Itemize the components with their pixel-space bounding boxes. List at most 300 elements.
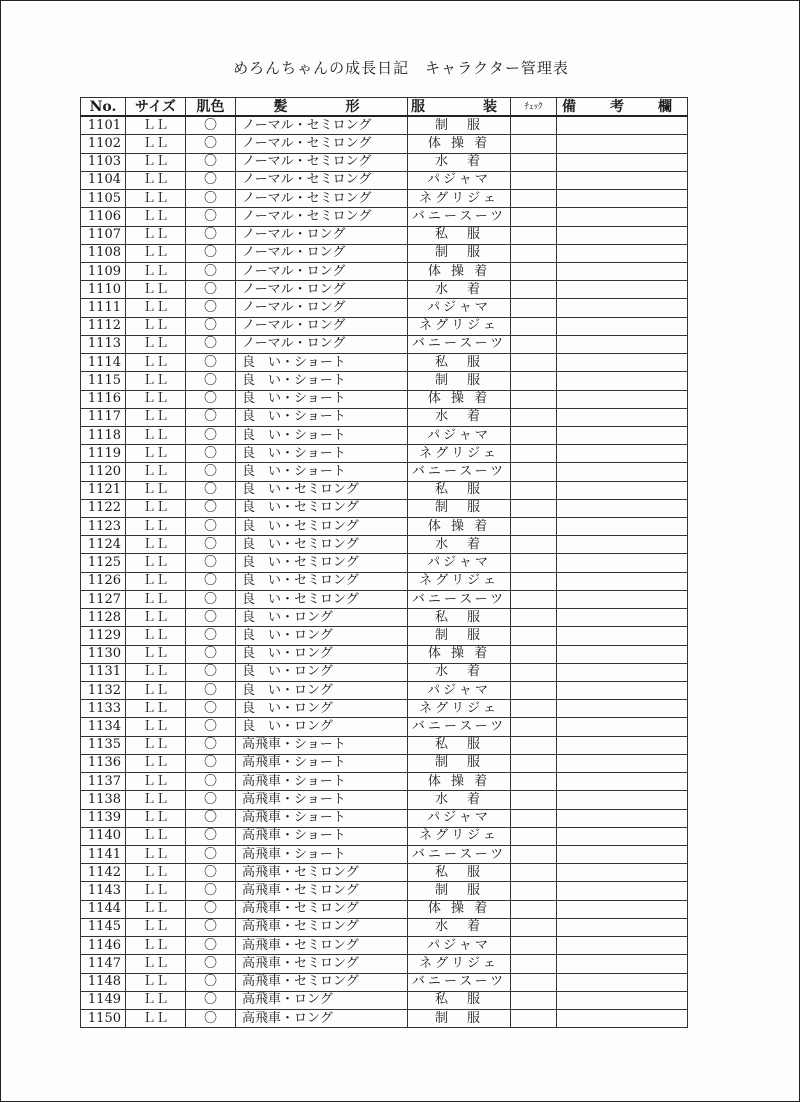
table-row — [81, 281, 688, 299]
table-row — [81, 171, 688, 189]
cell-hair: 高飛車・セミロング — [236, 973, 408, 991]
cell-skin: 〇 — [186, 900, 236, 918]
table-row — [81, 1009, 688, 1027]
cell-check — [511, 736, 557, 754]
cell-outfit: 制 服 — [408, 116, 511, 135]
cell-outfit: 体 操 着 — [408, 773, 511, 791]
cell-check — [511, 445, 557, 463]
table-row — [81, 354, 688, 372]
cell-notes — [557, 262, 688, 280]
column-header-outfit: 服 装 — [408, 98, 511, 117]
cell-outfit: 制 服 — [408, 499, 511, 517]
cell-hair: 高飛車・ショート — [236, 754, 408, 772]
cell-notes — [557, 281, 688, 299]
table-row — [81, 463, 688, 481]
cell-notes — [557, 845, 688, 863]
cell-notes — [557, 663, 688, 681]
cell-check — [511, 190, 557, 208]
cell-skin: 〇 — [186, 827, 236, 845]
column-header-size: サイズ — [126, 98, 186, 117]
cell-size: ＬＬ — [126, 408, 186, 426]
cell-size: ＬＬ — [126, 627, 186, 645]
cell-hair: 良 い・セミロング — [236, 499, 408, 517]
column-header-check: ﾁｪｯｸ — [511, 98, 557, 117]
cell-check — [511, 153, 557, 171]
cell-check — [511, 663, 557, 681]
column-header-skin: 肌色 — [186, 98, 236, 117]
cell-no: 1140 — [81, 827, 126, 845]
cell-outfit: 水 着 — [408, 663, 511, 681]
cell-outfit: 水 着 — [408, 536, 511, 554]
cell-size: ＬＬ — [126, 827, 186, 845]
cell-size: ＬＬ — [126, 226, 186, 244]
cell-no: 1142 — [81, 864, 126, 882]
cell-outfit: パジャマ — [408, 682, 511, 700]
cell-hair: ノーマル・ロング — [236, 317, 408, 335]
cell-hair: ノーマル・ロング — [236, 281, 408, 299]
cell-check — [511, 809, 557, 827]
cell-check — [511, 1009, 557, 1027]
table-row — [81, 153, 688, 171]
cell-check — [511, 754, 557, 772]
cell-hair: 良 い・ショート — [236, 354, 408, 372]
cell-notes — [557, 682, 688, 700]
cell-size: ＬＬ — [126, 1009, 186, 1027]
cell-outfit: バニースーツ — [408, 845, 511, 863]
cell-outfit: 体 操 着 — [408, 518, 511, 536]
cell-hair: 高飛車・セミロング — [236, 864, 408, 882]
table-row — [81, 554, 688, 572]
cell-skin: 〇 — [186, 991, 236, 1009]
cell-skin: 〇 — [186, 663, 236, 681]
cell-notes — [557, 736, 688, 754]
cell-skin: 〇 — [186, 590, 236, 608]
cell-skin: 〇 — [186, 973, 236, 991]
cell-size: ＬＬ — [126, 208, 186, 226]
cell-check — [511, 627, 557, 645]
cell-size: ＬＬ — [126, 153, 186, 171]
cell-outfit: パジャマ — [408, 554, 511, 572]
cell-check — [511, 408, 557, 426]
page-title: めろんちゃんの成長日記 キャラクター管理表 — [233, 59, 569, 77]
cell-size: ＬＬ — [126, 299, 186, 317]
cell-size: ＬＬ — [126, 281, 186, 299]
cell-size: ＬＬ — [126, 718, 186, 736]
cell-size: ＬＬ — [126, 918, 186, 936]
cell-hair: 高飛車・ショート — [236, 809, 408, 827]
cell-no: 1139 — [81, 809, 126, 827]
table-row — [81, 190, 688, 208]
table-row — [81, 317, 688, 335]
cell-no: 1107 — [81, 226, 126, 244]
cell-size: ＬＬ — [126, 354, 186, 372]
cell-outfit: 制 服 — [408, 627, 511, 645]
cell-hair: 良 い・ショート — [236, 463, 408, 481]
cell-outfit: パジャマ — [408, 299, 511, 317]
cell-skin: 〇 — [186, 190, 236, 208]
cell-no: 1114 — [81, 354, 126, 372]
cell-no: 1113 — [81, 335, 126, 353]
cell-no: 1122 — [81, 499, 126, 517]
cell-check — [511, 262, 557, 280]
cell-notes — [557, 354, 688, 372]
cell-skin: 〇 — [186, 918, 236, 936]
cell-skin: 〇 — [186, 445, 236, 463]
cell-skin: 〇 — [186, 845, 236, 863]
cell-size: ＬＬ — [126, 372, 186, 390]
cell-size: ＬＬ — [126, 809, 186, 827]
table-row — [81, 682, 688, 700]
cell-check — [511, 864, 557, 882]
cell-hair: 良 い・ロング — [236, 682, 408, 700]
cell-no: 1124 — [81, 536, 126, 554]
table-row — [81, 445, 688, 463]
cell-no: 1131 — [81, 663, 126, 681]
cell-outfit: 体 操 着 — [408, 900, 511, 918]
cell-notes — [557, 773, 688, 791]
cell-check — [511, 226, 557, 244]
cell-no: 1103 — [81, 153, 126, 171]
cell-no: 1112 — [81, 317, 126, 335]
table-row — [81, 736, 688, 754]
table-row — [81, 645, 688, 663]
cell-skin: 〇 — [186, 627, 236, 645]
cell-outfit: ネグリジェ — [408, 445, 511, 463]
cell-size: ＬＬ — [126, 190, 186, 208]
table-row — [81, 390, 688, 408]
cell-size: ＬＬ — [126, 518, 186, 536]
cell-hair: ノーマル・セミロング — [236, 135, 408, 153]
cell-notes — [557, 226, 688, 244]
cell-skin: 〇 — [186, 882, 236, 900]
cell-notes — [557, 882, 688, 900]
cell-check — [511, 116, 557, 135]
cell-no: 1137 — [81, 773, 126, 791]
cell-size: ＬＬ — [126, 609, 186, 627]
table-row — [81, 499, 688, 517]
cell-skin: 〇 — [186, 335, 236, 353]
cell-no: 1121 — [81, 481, 126, 499]
cell-check — [511, 536, 557, 554]
cell-hair: 良 い・ロング — [236, 663, 408, 681]
cell-notes — [557, 554, 688, 572]
cell-hair: 高飛車・セミロング — [236, 955, 408, 973]
cell-no: 1147 — [81, 955, 126, 973]
cell-skin: 〇 — [186, 153, 236, 171]
cell-hair: 良 い・セミロング — [236, 590, 408, 608]
cell-check — [511, 481, 557, 499]
cell-outfit: パジャマ — [408, 171, 511, 189]
cell-skin: 〇 — [186, 572, 236, 590]
table-row — [81, 827, 688, 845]
cell-size: ＬＬ — [126, 991, 186, 1009]
cell-no: 1104 — [81, 171, 126, 189]
cell-notes — [557, 955, 688, 973]
cell-skin: 〇 — [186, 244, 236, 262]
cell-size: ＬＬ — [126, 882, 186, 900]
cell-size: ＬＬ — [126, 262, 186, 280]
cell-check — [511, 372, 557, 390]
cell-skin: 〇 — [186, 116, 236, 135]
cell-no: 1109 — [81, 262, 126, 280]
cell-size: ＬＬ — [126, 645, 186, 663]
table-row — [81, 754, 688, 772]
cell-check — [511, 518, 557, 536]
cell-check — [511, 463, 557, 481]
table-row — [81, 773, 688, 791]
cell-no: 1146 — [81, 937, 126, 955]
cell-notes — [557, 864, 688, 882]
cell-notes — [557, 299, 688, 317]
cell-hair: 良 い・ショート — [236, 408, 408, 426]
cell-hair: 良 い・ロング — [236, 700, 408, 718]
cell-hair: 良 い・ロング — [236, 627, 408, 645]
cell-notes — [557, 372, 688, 390]
cell-outfit: バニースーツ — [408, 973, 511, 991]
cell-size: ＬＬ — [126, 572, 186, 590]
cell-hair: 良 い・セミロング — [236, 554, 408, 572]
cell-size: ＬＬ — [126, 116, 186, 135]
cell-notes — [557, 918, 688, 936]
column-header-notes: 備 考 欄 — [557, 98, 688, 117]
cell-notes — [557, 390, 688, 408]
table-row — [81, 262, 688, 280]
cell-hair: ノーマル・ロング — [236, 262, 408, 280]
cell-no: 1123 — [81, 518, 126, 536]
cell-size: ＬＬ — [126, 317, 186, 335]
cell-no: 1138 — [81, 791, 126, 809]
cell-notes — [557, 572, 688, 590]
cell-outfit: パジャマ — [408, 809, 511, 827]
cell-no: 1130 — [81, 645, 126, 663]
table-row — [81, 135, 688, 153]
cell-skin: 〇 — [186, 481, 236, 499]
cell-no: 1143 — [81, 882, 126, 900]
cell-outfit: 制 服 — [408, 1009, 511, 1027]
cell-hair: 良 い・ショート — [236, 426, 408, 444]
cell-no: 1120 — [81, 463, 126, 481]
cell-notes — [557, 518, 688, 536]
cell-no: 1135 — [81, 736, 126, 754]
cell-no: 1145 — [81, 918, 126, 936]
table-row — [81, 299, 688, 317]
cell-outfit: バニースーツ — [408, 463, 511, 481]
table-body — [81, 116, 688, 1027]
table-row — [81, 937, 688, 955]
cell-check — [511, 609, 557, 627]
table-row — [81, 627, 688, 645]
cell-hair: 良 い・セミロング — [236, 536, 408, 554]
cell-no: 1149 — [81, 991, 126, 1009]
table-row — [81, 809, 688, 827]
cell-no: 1136 — [81, 754, 126, 772]
cell-size: ＬＬ — [126, 864, 186, 882]
cell-outfit: 私 服 — [408, 736, 511, 754]
cell-outfit: パジャマ — [408, 937, 511, 955]
cell-outfit: バニースーツ — [408, 335, 511, 353]
cell-size: ＬＬ — [126, 700, 186, 718]
cell-hair: 高飛車・セミロング — [236, 900, 408, 918]
table-row — [81, 426, 688, 444]
cell-notes — [557, 153, 688, 171]
cell-skin: 〇 — [186, 736, 236, 754]
cell-outfit: 体 操 着 — [408, 390, 511, 408]
cell-skin: 〇 — [186, 463, 236, 481]
cell-check — [511, 335, 557, 353]
cell-outfit: ネグリジェ — [408, 700, 511, 718]
cell-size: ＬＬ — [126, 335, 186, 353]
cell-skin: 〇 — [186, 700, 236, 718]
cell-check — [511, 682, 557, 700]
cell-hair: 良 い・ショート — [236, 390, 408, 408]
cell-skin: 〇 — [186, 864, 236, 882]
cell-skin: 〇 — [186, 645, 236, 663]
cell-hair: ノーマル・ロング — [236, 335, 408, 353]
cell-check — [511, 827, 557, 845]
cell-size: ＬＬ — [126, 554, 186, 572]
cell-outfit: 制 服 — [408, 754, 511, 772]
cell-notes — [557, 991, 688, 1009]
cell-hair: ノーマル・ロング — [236, 244, 408, 262]
cell-no: 1119 — [81, 445, 126, 463]
cell-notes — [557, 499, 688, 517]
cell-check — [511, 973, 557, 991]
cell-hair: 良 い・セミロング — [236, 518, 408, 536]
cell-skin: 〇 — [186, 390, 236, 408]
table-row — [81, 518, 688, 536]
cell-notes — [557, 135, 688, 153]
cell-hair: 良 い・ショート — [236, 445, 408, 463]
table-row — [81, 918, 688, 936]
cell-hair: ノーマル・セミロング — [236, 153, 408, 171]
cell-skin: 〇 — [186, 499, 236, 517]
table-row — [81, 372, 688, 390]
cell-skin: 〇 — [186, 754, 236, 772]
cell-size: ＬＬ — [126, 682, 186, 700]
cell-outfit: ネグリジェ — [408, 572, 511, 590]
cell-no: 1126 — [81, 572, 126, 590]
cell-no: 1105 — [81, 190, 126, 208]
cell-check — [511, 700, 557, 718]
cell-outfit: バニースーツ — [408, 718, 511, 736]
cell-check — [511, 299, 557, 317]
cell-no: 1106 — [81, 208, 126, 226]
cell-skin: 〇 — [186, 536, 236, 554]
cell-hair: 良 い・ロング — [236, 609, 408, 627]
cell-no: 1116 — [81, 390, 126, 408]
cell-check — [511, 171, 557, 189]
cell-check — [511, 390, 557, 408]
table-row — [81, 590, 688, 608]
table-row — [81, 335, 688, 353]
table-row — [81, 208, 688, 226]
cell-notes — [557, 536, 688, 554]
column-header-hair: 髪 形 — [236, 98, 408, 117]
cell-outfit: 私 服 — [408, 609, 511, 627]
cell-skin: 〇 — [186, 809, 236, 827]
cell-hair: ノーマル・セミロング — [236, 171, 408, 189]
cell-notes — [557, 900, 688, 918]
cell-check — [511, 845, 557, 863]
cell-size: ＬＬ — [126, 244, 186, 262]
cell-check — [511, 773, 557, 791]
cell-notes — [557, 609, 688, 627]
cell-no: 1127 — [81, 590, 126, 608]
cell-check — [511, 499, 557, 517]
cell-notes — [557, 208, 688, 226]
character-table — [80, 97, 688, 1028]
cell-no: 1115 — [81, 372, 126, 390]
cell-no: 1110 — [81, 281, 126, 299]
cell-notes — [557, 645, 688, 663]
cell-skin: 〇 — [186, 682, 236, 700]
cell-size: ＬＬ — [126, 390, 186, 408]
cell-check — [511, 135, 557, 153]
cell-hair: 高飛車・ショート — [236, 736, 408, 754]
cell-skin: 〇 — [186, 299, 236, 317]
table-row — [81, 791, 688, 809]
cell-hair: ノーマル・セミロング — [236, 208, 408, 226]
cell-no: 1133 — [81, 700, 126, 718]
cell-outfit: ネグリジェ — [408, 190, 511, 208]
cell-notes — [557, 244, 688, 262]
cell-outfit: 私 服 — [408, 226, 511, 244]
cell-size: ＬＬ — [126, 955, 186, 973]
cell-outfit: 水 着 — [408, 791, 511, 809]
table-row — [81, 226, 688, 244]
table-row — [81, 700, 688, 718]
cell-skin: 〇 — [186, 518, 236, 536]
cell-size: ＬＬ — [126, 171, 186, 189]
column-header-no: No. — [81, 98, 126, 117]
cell-outfit: バニースーツ — [408, 590, 511, 608]
cell-skin: 〇 — [186, 281, 236, 299]
cell-no: 1148 — [81, 973, 126, 991]
cell-skin: 〇 — [186, 372, 236, 390]
table-row — [81, 900, 688, 918]
cell-skin: 〇 — [186, 408, 236, 426]
cell-size: ＬＬ — [126, 135, 186, 153]
table-row — [81, 481, 688, 499]
cell-hair: ノーマル・ロング — [236, 299, 408, 317]
cell-check — [511, 645, 557, 663]
cell-size: ＬＬ — [126, 590, 186, 608]
cell-hair: 高飛車・ショート — [236, 773, 408, 791]
cell-outfit: 体 操 着 — [408, 135, 511, 153]
cell-outfit: パジャマ — [408, 426, 511, 444]
cell-hair: 良 い・セミロング — [236, 572, 408, 590]
cell-notes — [557, 627, 688, 645]
cell-size: ＬＬ — [126, 463, 186, 481]
cell-no: 1141 — [81, 845, 126, 863]
cell-no: 1144 — [81, 900, 126, 918]
cell-outfit: 私 服 — [408, 864, 511, 882]
cell-size: ＬＬ — [126, 973, 186, 991]
cell-skin: 〇 — [186, 773, 236, 791]
cell-size: ＬＬ — [126, 773, 186, 791]
cell-hair: 良 い・ショート — [236, 372, 408, 390]
cell-size: ＬＬ — [126, 663, 186, 681]
cell-notes — [557, 590, 688, 608]
cell-outfit: バニースーツ — [408, 208, 511, 226]
table-row — [81, 991, 688, 1009]
table-row — [81, 663, 688, 681]
cell-notes — [557, 754, 688, 772]
cell-hair: 良 い・ロング — [236, 645, 408, 663]
cell-skin: 〇 — [186, 171, 236, 189]
cell-skin: 〇 — [186, 554, 236, 572]
cell-check — [511, 791, 557, 809]
